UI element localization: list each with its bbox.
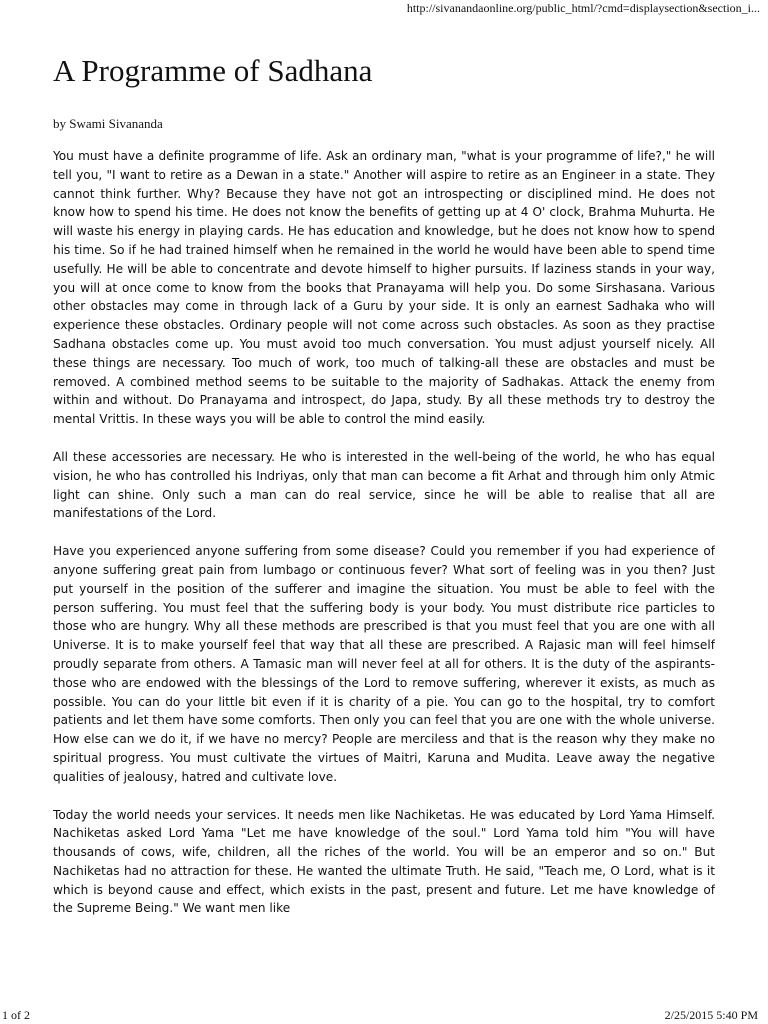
paragraph-2: All these accessories are necessary. He who is interested in the well-being of the world, he who has equal vision, he who has controlled his Indriyas, only that man can become a fit Arhat and through him only Atmic light can shine. Only such a man can do real service, since he will be able to realise that all are manifestations of the Lord. [53,449,715,521]
page-number: 1 of 2 [2,1008,30,1022]
print-timestamp: 2/25/2015 5:40 PM [664,1008,758,1022]
paragraph-3: Have you experienced anyone suffering from some disease? Could you remember if you had experience of anyone suffering great pain from lumbago or continuous fever? What sort of feeling was in you then? Just put yourself in the position of the sufferer and imagine the situation. You must be able to feel with the person suffering. You must feel that the suffering body is your body. You must distribute rice particles to those who are hungry. Why all these methods are prescribed is that you must feel that you are one with all Universe. It is to make yourself feel that way that all these are prescribed. A Rajasic man will feel himself proudly separate from others. A Tamasic man will never feel at all for others. It is the duty of the aspirants-those who are endowed with the blessings of the Lord to remove suffering, wherever it exists, as much as possible. You can do your little bit even if it is charity of a pie. You can go to the hospital, try to comfort patients and let them have some comforts. Then only you can feel that you are one with the whole universe. How else can we do it, if we have no mercy? People are merciless and that is the reason why they make no spiritual progress. You must cultivate the virtues of Maitri, Karuna and Mudita. Leave away the negative qualities of jealousy, hatred and cultivate love. [53,544,715,784]
paragraph-4: Today the world needs your services. It needs men like Nachiketas. He was educated by Lord Yama Himself. Nachiketas asked Lord Yama "Let me have knowledge of the soul." Lord Yama told him "You will have thousands of cows, wife, children, all the riches of the world. You will be an emperor and so on." But Nachiketas had no attraction for these. He wanted the ultimate Truth. He said, "Teach me, O Lord, what is it which is beyond cause and effect, which exists in the past, present and future. Let me have knowledge of the Supreme Being." We want men like [53,807,715,916]
author-byline: by Swami Sivananda [53,116,163,131]
page-title: A Programme of Sadhana [53,53,373,88]
article-body [53,147,715,977]
print-header-url: http://sivanandaonline.org/public_html/?cmd=displaysection&section_i... [406,1,760,15]
paragraph-1: You must have a definite programme of life. Ask an ordinary man, "what is your programme of life?," he will tell you, "I want to retire as a Dewan in a state." Another will aspire to retire as an Engineer in a state. They cannot think further. Why? Because they have not got an introspecting or disciplined mind. He does not know how to spend his time. He does not know the benefits of getting up at 4 O' clock, Brahma Muhurta. He will waste his energy in playing cards. He has education and knowledge, but he does not know how to spend his time. So if he had trained himself when he remained in the world he would have been able to spend time usefully. He will be able to concentrate and devote himself to higher pursuits. If laziness stands in your way, you will at once come to know from the books that Pranayama will help you. Do some Sirshasana. Various other obstacles may come in through lack of a Guru by your side. It is only an earnest Sadhaka who will experience these obstacles. Ordinary people will not come across such obstacles. As soon as they practise Sadhana obstacles come up. You must avoid too much conversation. You must adjust yourself nicely. All these things are necessary. Too much of work, too much of talking-all these are obstacles and must be removed. A combined method seems to be suitable to the majority of Sadhakas. Attack the enemy from within and without. Do Pranayama and introspect, do Japa, study. By all these methods try to destroy the mental Vrittis. In these ways you will be able to control the mind easily. [53,149,715,427]
